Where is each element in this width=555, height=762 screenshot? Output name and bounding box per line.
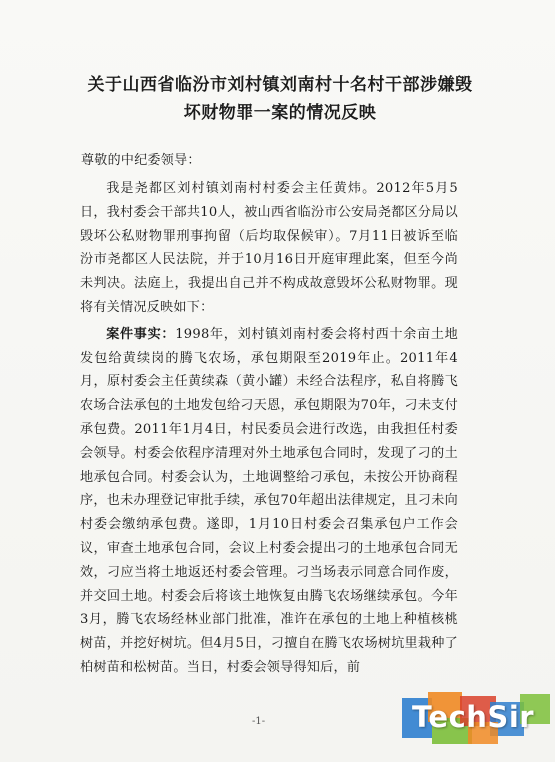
case-facts-heading: 案件事实：	[106, 326, 176, 342]
salutation: 尊敬的中纪委领导：	[81, 153, 201, 168]
logo-text: TechSir	[412, 700, 535, 734]
document-title-line2: 坏财物罪一案的情况反映	[183, 103, 377, 123]
techsir-watermark-logo	[402, 692, 550, 744]
document-title-line1: 关于山西省临汾市刘村镇刘南村十名村干部涉嫌毁	[87, 75, 473, 95]
document-body	[80, 177, 458, 680]
case-facts-text: 1998年，刘村镇刘南村委会将村西十余亩土地发包给黄续岗的腾飞农场，承包期限至2019年止。2011年4月，原村委会主任黄续森（黄小罐）未经合法程序，私自将腾飞农场合法承包的土地发包给刁天恩，承包期限为70年，刁未支付承包费。2011年1月4日，村民委员会进行改选，由我担任村委会领导。村委会依程序清理对外土地承包合同时，发现了刁的土地承包合同。村委会认为，土地调整给刁承包，未按公开协商程序，也未办理登记审批手续，承包70年超出法律规定，且刁未向村委会缴纳承包费。遂即，1月10日村委会召集承包户工作会议，审查土地承包合同，会议上村委会提出刁的土地承包合同无效，刁应当将土地返还村委会管理。刁当场表示同意合同作废，并交回土地。村委会后将该土地恢复由腾飞农场继续承包。今年3月，腾飞农场经林业部门批准，准许在承包的土地上种植核桃树苗，并挖好树坑。但4月5日，刁擅自在腾飞农场树坑里栽种了柏树苗和松树苗。当日，村委会领导得知后，前	[80, 326, 459, 675]
paragraph-case-facts	[80, 323, 458, 680]
paragraph-intro: 我是尧都区刘村镇刘南村村委会主任黄炜。2012年5月5日，我村委会干部共10人，被山西省临汾市公安局尧都区分局以毁坏公私财物罪刑事拘留（后均取保候审）。7月11日被诉至临汾市尧都区人民法院，并于10月16日开庭审理此案，但至今尚未判决。法庭上，我提出自己并不构成故意毁坏公私财物罪。现将有关情况反映如下：	[80, 181, 458, 315]
page-number: -1-	[252, 716, 266, 727]
